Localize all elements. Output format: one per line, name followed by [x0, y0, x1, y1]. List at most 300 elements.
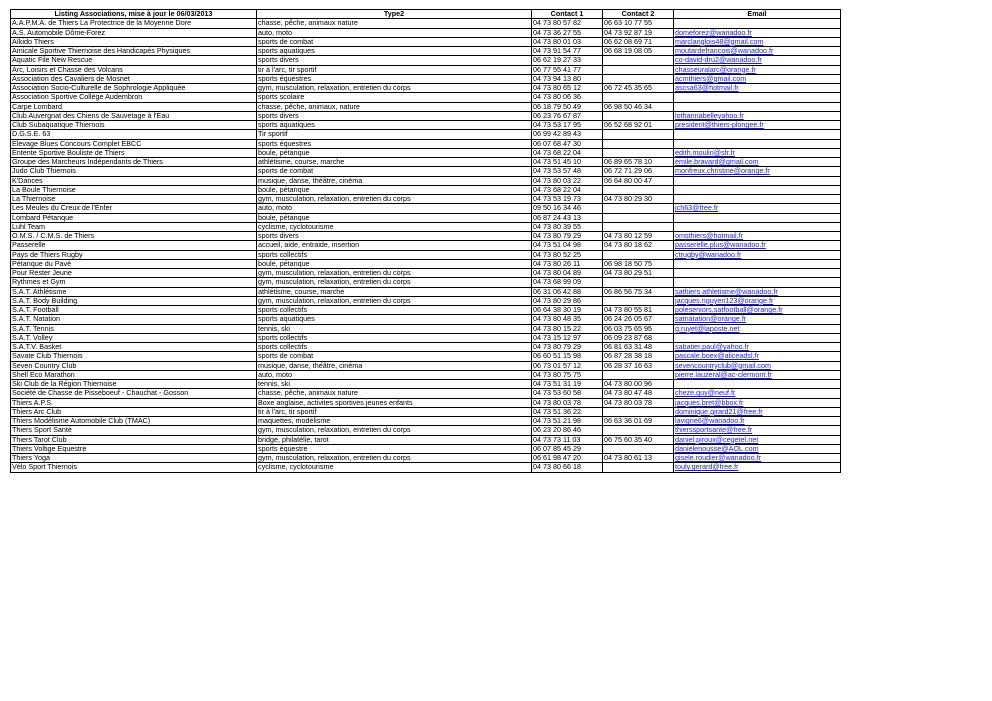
- contact-2-cell: 04 73 80 18 62: [603, 241, 674, 250]
- email-cell: [674, 102, 841, 111]
- email-cell: [674, 176, 841, 185]
- contact-2-cell: 04 73 80 03 78: [603, 398, 674, 407]
- association-name-cell: Carpe Lombard: [11, 102, 257, 111]
- type-cell: boule, pétanque: [257, 213, 532, 222]
- type-cell: boule, pétanque: [257, 148, 532, 157]
- type-cell: sports collectifs: [257, 306, 532, 315]
- email-cell[interactable]: g.ruyet@laposte.net: [674, 324, 841, 333]
- email-cell: [674, 93, 841, 102]
- header-type: Type2: [257, 10, 532, 19]
- header-listing: Listing Associations, mise à jour le 06/03/2013: [11, 10, 257, 19]
- contact-1-cell: 04 73 80 01 03: [532, 37, 603, 46]
- header-row: [11, 10, 841, 19]
- table-row: [11, 93, 841, 102]
- email-cell[interactable]: lothannabelleyahoo.fr: [674, 111, 841, 120]
- email-cell[interactable]: pascale.boex@aliceadsl.fr: [674, 352, 841, 361]
- type-cell: auto, moto: [257, 28, 532, 37]
- contact-2-cell: [603, 370, 674, 379]
- email-cell[interactable]: poleseniors.satfootball@orange.fr: [674, 306, 841, 315]
- contact-1-cell: 04 73 51 04 98: [532, 241, 603, 250]
- contact-1-cell: 04 73 15 12 97: [532, 333, 603, 342]
- type-cell: sports divers: [257, 56, 532, 65]
- contact-1-cell: 04 73 53 19 73: [532, 195, 603, 204]
- contact-2-cell: 06 63 10 77 55: [603, 19, 674, 28]
- contact-1-cell: 04 73 73 11 03: [532, 435, 603, 444]
- table-row: [11, 407, 841, 416]
- contact-2-cell: [603, 56, 674, 65]
- type-cell: sports aquatiques: [257, 47, 532, 56]
- email-cell[interactable]: passerelle.plus@wanadoo.fr: [674, 241, 841, 250]
- table-row: [11, 343, 841, 352]
- type-cell: auto, moto: [257, 204, 532, 213]
- email-cell[interactable]: sathiers.athletisme@wanadoo.fr: [674, 287, 841, 296]
- email-cell[interactable]: satnatation@orange.fr: [674, 315, 841, 324]
- association-name-cell: Aïkido Thiers: [11, 37, 257, 46]
- contact-1-cell: 04 73 80 65 12: [532, 84, 603, 93]
- type-cell: Tir sportif: [257, 130, 532, 139]
- table-row: [11, 250, 841, 259]
- association-name-cell: Aquatic File New Rescue: [11, 56, 257, 65]
- type-cell: musique, danse, théâtre, cinéma: [257, 361, 532, 370]
- contact-1-cell: 06 07 68 47 30: [532, 139, 603, 148]
- header-contact-1: Contact 1: [532, 10, 603, 19]
- contact-1-cell: 06 62 19 27 33: [532, 56, 603, 65]
- contact-1-cell: 04 73 94 13 80: [532, 74, 603, 83]
- table-row: [11, 380, 841, 389]
- type-cell: cyclisme, cyclotourisme: [257, 222, 532, 231]
- association-name-cell: Thiers Voltige Equestre: [11, 444, 257, 453]
- association-name-cell: Thiers Yoga: [11, 454, 257, 463]
- contact-1-cell: 04 73 68 22 04: [532, 148, 603, 157]
- association-name-cell: Association des Cavaliers de Mosnet: [11, 74, 257, 83]
- type-cell: gym, musculation, relaxation, entretien du corps: [257, 296, 532, 305]
- contact-2-cell: [603, 444, 674, 453]
- contact-2-cell: 04 73 80 61 13: [603, 454, 674, 463]
- association-name-cell: S.A.T. Volley: [11, 333, 257, 342]
- table-row: [11, 167, 841, 176]
- contact-2-cell: 04 73 80 29 30: [603, 195, 674, 204]
- contact-2-cell: [603, 111, 674, 120]
- contact-2-cell: 06 98 50 46 34: [603, 102, 674, 111]
- table-row: [11, 74, 841, 83]
- email-cell[interactable]: pierre.lauzeral@ac-clermont.fr: [674, 370, 841, 379]
- type-cell: chasse, pêche, animaux nature: [257, 389, 532, 398]
- email-cell: [674, 19, 841, 28]
- association-name-cell: S.A.T. Tennis: [11, 324, 257, 333]
- table-row: [11, 195, 841, 204]
- contact-1-cell: 04 73 51 31 19: [532, 380, 603, 389]
- contact-2-cell: 06 72 71 29 06: [603, 167, 674, 176]
- association-name-cell: O.M.S. / C.M.S. de Thiers: [11, 232, 257, 241]
- table-row: [11, 389, 841, 398]
- contact-2-cell: 06 98 18 50 75: [603, 259, 674, 268]
- type-cell: gym, musculation, relaxation, entretien du corps: [257, 426, 532, 435]
- table-row: [11, 370, 841, 379]
- type-cell: tir à l'arc, tir sportif: [257, 65, 532, 74]
- association-name-cell: Judo Club Thiernois: [11, 167, 257, 176]
- table-row: [11, 19, 841, 28]
- table-row: [11, 176, 841, 185]
- contact-2-cell: [603, 74, 674, 83]
- table-row: [11, 444, 841, 453]
- table-row: [11, 259, 841, 268]
- table-row: [11, 269, 841, 278]
- contact-2-cell: 04 73 80 29 51: [603, 269, 674, 278]
- email-cell[interactable]: moutardefrancois@wanadoo.fr: [674, 47, 841, 56]
- contact-2-cell: 06 68 19 08 05: [603, 47, 674, 56]
- type-cell: chasse, pêche, animaux, nature: [257, 102, 532, 111]
- contact-1-cell: 04 73 80 29 86: [532, 296, 603, 305]
- type-cell: gym, musculation, relaxation, entretien du corps: [257, 84, 532, 93]
- table-row: [11, 324, 841, 333]
- contact-2-cell: 04 73 92 87 19: [603, 28, 674, 37]
- type-cell: sports aquatiques: [257, 315, 532, 324]
- contact-1-cell: 04 73 51 45 10: [532, 158, 603, 167]
- email-cell: [674, 195, 841, 204]
- type-cell: chasse, pêche, animaux nature: [257, 19, 532, 28]
- table-row: [11, 333, 841, 342]
- type-cell: sports équestres: [257, 74, 532, 83]
- email-cell[interactable]: monfreux.christine@orange.fr: [674, 167, 841, 176]
- association-name-cell: S.A.T. Football: [11, 306, 257, 315]
- association-name-cell: Thiers A.P.S.: [11, 398, 257, 407]
- contact-2-cell: [603, 93, 674, 102]
- association-name-cell: Shell Eco Marathon: [11, 370, 257, 379]
- type-cell: sports collectifs: [257, 250, 532, 259]
- contact-1-cell: 06 61 98 47 20: [532, 454, 603, 463]
- table-row: [11, 84, 841, 93]
- contact-1-cell: 04 73 80 79 29: [532, 232, 603, 241]
- association-name-cell: S.A.T. Body Building: [11, 296, 257, 305]
- contact-1-cell: 04 73 80 66 18: [532, 463, 603, 472]
- email-cell[interactable]: touly.gerard@free.fr: [674, 463, 841, 472]
- association-name-cell: Club Auvergnat des Chiens de Sauvetage à l'Eau: [11, 111, 257, 120]
- email-cell: [674, 278, 841, 287]
- email-cell[interactable]: jacques.bret@bbox.fr: [674, 398, 841, 407]
- type-cell: tennis, ski: [257, 380, 532, 389]
- table-row: [11, 222, 841, 231]
- association-name-cell: Ski Club de la Région Thiernoise: [11, 380, 257, 389]
- email-cell[interactable]: omsthiers@hotmail.fr: [674, 232, 841, 241]
- type-cell: cyclisme, cyclotourisme: [257, 463, 532, 472]
- association-name-cell: Arc, Loisirs et Chasse des Volcans: [11, 65, 257, 74]
- association-name-cell: Vélo Sport Thiernois: [11, 463, 257, 472]
- table-row: [11, 417, 841, 426]
- type-cell: sports collectifs: [257, 343, 532, 352]
- contact-1-cell: 06 23 76 67 87: [532, 111, 603, 120]
- association-name-cell: Amicale Sportive Thiernoise des Handicapés Physiques: [11, 47, 257, 56]
- association-name-cell: Société de Chasse de Pisseboeuf - Chauchat - Gosson: [11, 389, 257, 398]
- association-name-cell: Rythmes et Gym: [11, 278, 257, 287]
- association-name-cell: Luhl Team: [11, 222, 257, 231]
- contact-2-cell: [603, 213, 674, 222]
- contact-1-cell: 06 18 79 50 49: [532, 102, 603, 111]
- association-name-cell: K'Dances: [11, 176, 257, 185]
- association-name-cell: Pour Rester Jeune: [11, 269, 257, 278]
- table-row: [11, 28, 841, 37]
- table-row: [11, 426, 841, 435]
- type-cell: boule, pétanque: [257, 259, 532, 268]
- email-cell: [674, 213, 841, 222]
- email-cell[interactable]: domeforez@wanadoo.fr: [674, 28, 841, 37]
- contact-1-cell: 04 73 80 52 25: [532, 250, 603, 259]
- type-cell: tennis, ski: [257, 324, 532, 333]
- associations-table: [10, 9, 841, 473]
- contact-2-cell: 04 73 80 00 96: [603, 380, 674, 389]
- table-row: [11, 361, 841, 370]
- table-row: [11, 306, 841, 315]
- contact-2-cell: [603, 222, 674, 231]
- association-name-cell: La Boule Thiernoise: [11, 185, 257, 194]
- association-name-cell: Savate Club Thiernois: [11, 352, 257, 361]
- table-row: [11, 352, 841, 361]
- email-cell[interactable]: president@thiers-plongee.fr: [674, 121, 841, 130]
- contact-1-cell: 04 73 80 04 89: [532, 269, 603, 278]
- type-cell: Boxe anglaise, activites sportives jeunes enfants: [257, 398, 532, 407]
- contact-2-cell: 06 52 68 92 01: [603, 121, 674, 130]
- association-name-cell: S.A.T.V. Basket: [11, 343, 257, 352]
- contact-1-cell: 04 73 80 57 82: [532, 19, 603, 28]
- type-cell: sports équestres: [257, 139, 532, 148]
- type-cell: sports aquatiques: [257, 121, 532, 130]
- association-name-cell: Les Meules du Creux de l'Enfer: [11, 204, 257, 213]
- type-cell: gym, musculation, relaxation, entretien du corps: [257, 195, 532, 204]
- email-cell: [674, 185, 841, 194]
- email-cell[interactable]: dominique.girard21@free.fr: [674, 407, 841, 416]
- contact-1-cell: 04 73 53 57 48: [532, 167, 603, 176]
- table-row: [11, 37, 841, 46]
- type-cell: musique, danse, théâtre, cinéma: [257, 176, 532, 185]
- contact-1-cell: 04 73 53 60 58: [532, 389, 603, 398]
- table-row: [11, 232, 841, 241]
- contact-2-cell: 06 09 23 87 68: [603, 333, 674, 342]
- contact-1-cell: 04 73 80 39 55: [532, 222, 603, 231]
- email-cell[interactable]: jch63@free.fr: [674, 204, 841, 213]
- email-cell[interactable]: ctrugby@wanadoo.fr: [674, 250, 841, 259]
- contact-2-cell: 06 24 26 05 67: [603, 315, 674, 324]
- table-row: [11, 148, 841, 157]
- contact-2-cell: 06 81 63 31 48: [603, 343, 674, 352]
- association-name-cell: Thiers Arc Club: [11, 407, 257, 416]
- association-name-cell: Association Socio-Culturelle de Sophrologie Appliquée: [11, 84, 257, 93]
- association-name-cell: Thiers Tarot Club: [11, 435, 257, 444]
- contact-2-cell: [603, 426, 674, 435]
- contact-1-cell: 04 73 91 54 77: [532, 47, 603, 56]
- contact-1-cell: 09 50 16 34 46: [532, 204, 603, 213]
- type-cell: sports scolaire: [257, 93, 532, 102]
- table-row: [11, 102, 841, 111]
- contact-2-cell: [603, 139, 674, 148]
- association-name-cell: Elevage Blues Concours Complet EBCC: [11, 139, 257, 148]
- header-email: Email: [674, 10, 841, 19]
- type-cell: gym, musculation, relaxation, entretien du corps: [257, 278, 532, 287]
- email-cell: [674, 222, 841, 231]
- type-cell: athlétisme, course, marche: [257, 158, 532, 167]
- contact-1-cell: 04 73 80 79 29: [532, 343, 603, 352]
- contact-1-cell: 04 73 80 26 11: [532, 259, 603, 268]
- contact-2-cell: [603, 250, 674, 259]
- email-cell[interactable]: marclanglois48@gmail.com: [674, 37, 841, 46]
- association-name-cell: Pétanque du Pavé: [11, 259, 257, 268]
- association-name-cell: D.G.S.E. 63: [11, 130, 257, 139]
- type-cell: tir à l'arc, tir sportif: [257, 407, 532, 416]
- association-name-cell: Club Subaquatique Thiernois: [11, 121, 257, 130]
- email-cell[interactable]: ascsa63@hotmail.fr: [674, 84, 841, 93]
- contact-2-cell: [603, 65, 674, 74]
- association-name-cell: Entente Sportive Bouliste de Thiers: [11, 148, 257, 157]
- type-cell: sports divers: [257, 232, 532, 241]
- email-cell[interactable]: danielenousse@AOL.com: [674, 444, 841, 453]
- type-cell: athlétisme, course, marche: [257, 287, 532, 296]
- contact-1-cell: 06 77 55 41 77: [532, 65, 603, 74]
- contact-1-cell: 06 23 20 86 46: [532, 426, 603, 435]
- contact-1-cell: 04 73 36 27 55: [532, 28, 603, 37]
- table-body: [11, 19, 841, 472]
- type-cell: sports de combat: [257, 37, 532, 46]
- contact-2-cell: [603, 278, 674, 287]
- contact-1-cell: 04 73 80 03 22: [532, 176, 603, 185]
- contact-1-cell: 04 73 51 36 22: [532, 407, 603, 416]
- type-cell: sports de combat: [257, 167, 532, 176]
- contact-2-cell: 06 87 28 38 18: [603, 352, 674, 361]
- type-cell: sports de combat: [257, 352, 532, 361]
- contact-2-cell: [603, 130, 674, 139]
- email-cell[interactable]: gisele.roudier@wanadoo.fr: [674, 454, 841, 463]
- table-row: [11, 213, 841, 222]
- table-row: [11, 111, 841, 120]
- contact-2-cell: [603, 148, 674, 157]
- contact-2-cell: [603, 296, 674, 305]
- contact-2-cell: 06 63 36 01 69: [603, 417, 674, 426]
- contact-1-cell: 06 60 51 15 98: [532, 352, 603, 361]
- association-name-cell: Lombard Pétanque: [11, 213, 257, 222]
- type-cell: sports divers: [257, 111, 532, 120]
- contact-1-cell: 04 73 80 06 36: [532, 93, 603, 102]
- table-row: [11, 463, 841, 472]
- contact-2-cell: 06 62 08 69 71: [603, 37, 674, 46]
- table-row: [11, 315, 841, 324]
- email-cell[interactable]: daniel.piroux@cegetel.net: [674, 435, 841, 444]
- contact-1-cell: 06 73 01 57 12: [532, 361, 603, 370]
- email-cell[interactable]: edith.moulin@sfr.fr: [674, 148, 841, 157]
- table-row: [11, 287, 841, 296]
- contact-1-cell: 04 73 80 75 75: [532, 370, 603, 379]
- association-name-cell: Pays de Thiers Rugby: [11, 250, 257, 259]
- table-row: [11, 435, 841, 444]
- table-row: [11, 56, 841, 65]
- email-cell[interactable]: cheze.guy@neuf.fr: [674, 389, 841, 398]
- contact-1-cell: 06 99 42 89 43: [532, 130, 603, 139]
- contact-2-cell: 06 75 60 35 40: [603, 435, 674, 444]
- contact-1-cell: 06 07 85 45 29: [532, 444, 603, 453]
- header-contact-2: Contact 2: [603, 10, 674, 19]
- contact-1-cell: 06 64 38 30 19: [532, 306, 603, 315]
- contact-1-cell: 04 73 80 03 78: [532, 398, 603, 407]
- type-cell: sports collectifs: [257, 333, 532, 342]
- association-name-cell: La Thiernoise: [11, 195, 257, 204]
- contact-1-cell: 06 31 06 42 88: [532, 287, 603, 296]
- contact-2-cell: [603, 185, 674, 194]
- type-cell: boule, pétanque: [257, 185, 532, 194]
- email-cell[interactable]: thierssportsante@free.fr: [674, 426, 841, 435]
- email-cell: [674, 269, 841, 278]
- email-cell[interactable]: acmthiers@gmail.com: [674, 74, 841, 83]
- contact-1-cell: 04 73 80 48 35: [532, 315, 603, 324]
- email-cell: [674, 333, 841, 342]
- email-cell[interactable]: lavigne6@wanadoo.fr: [674, 417, 841, 426]
- contact-2-cell: 04 73 80 12 59: [603, 232, 674, 241]
- contact-2-cell: 06 72 45 35 65: [603, 84, 674, 93]
- contact-2-cell: [603, 463, 674, 472]
- contact-1-cell: 06 87 24 43 13: [532, 213, 603, 222]
- table-row: [11, 47, 841, 56]
- contact-1-cell: 04 73 68 99 09: [532, 278, 603, 287]
- association-name-cell: S.A.T. Natation: [11, 315, 257, 324]
- association-name-cell: A.A.P.M.A. de Thiers La Protectrice de la Moyenne Dore: [11, 19, 257, 28]
- contact-1-cell: 04 73 51 21 98: [532, 417, 603, 426]
- type-cell: accueil, aide, entraide, insertion: [257, 241, 532, 250]
- email-cell: [674, 380, 841, 389]
- email-cell[interactable]: sevencountryclub@gmail.com: [674, 361, 841, 370]
- email-cell: [674, 139, 841, 148]
- contact-2-cell: 06 64 80 00 47: [603, 176, 674, 185]
- email-cell[interactable]: jacques.nguyen123@orange.fr: [674, 296, 841, 305]
- contact-2-cell: 04 73 80 47 48: [603, 389, 674, 398]
- type-cell: gym, musculation, relaxation, entretien du corps: [257, 454, 532, 463]
- type-cell: gym, musculation, relaxation, entretien du corps: [257, 269, 532, 278]
- email-cell[interactable]: chasseuralarc@orange.fr: [674, 65, 841, 74]
- association-name-cell: Association Sportive Collège Audembron: [11, 93, 257, 102]
- type-cell: maquettes, modélisme: [257, 417, 532, 426]
- table-row: [11, 296, 841, 305]
- contact-2-cell: 06 28 37 16 63: [603, 361, 674, 370]
- table-row: [11, 454, 841, 463]
- contact-2-cell: 06 03 75 65 95: [603, 324, 674, 333]
- table-row: [11, 185, 841, 194]
- type-cell: auto, moto: [257, 370, 532, 379]
- association-name-cell: Groupe des Marcheurs Indépendants de Thiers: [11, 158, 257, 167]
- email-cell: [674, 130, 841, 139]
- table-row: [11, 158, 841, 167]
- type-cell: sports équestre: [257, 444, 532, 453]
- table-row: [11, 121, 841, 130]
- association-name-cell: Thiers Modélisme Automobile Club (TMAC): [11, 417, 257, 426]
- contact-2-cell: 06 86 56 75 34: [603, 287, 674, 296]
- email-cell[interactable]: sabatier.paul@yahoo.fr: [674, 343, 841, 352]
- contact-2-cell: 04 73 80 55 81: [603, 306, 674, 315]
- contact-1-cell: 04 73 53 17 95: [532, 121, 603, 130]
- contact-2-cell: [603, 204, 674, 213]
- table-row: [11, 398, 841, 407]
- table-row: [11, 241, 841, 250]
- email-cell: [674, 259, 841, 268]
- email-cell[interactable]: co-david-dru2@wanadoo.fr: [674, 56, 841, 65]
- table-row: [11, 130, 841, 139]
- contact-1-cell: 04 73 80 15 22: [532, 324, 603, 333]
- association-name-cell: S.A.T. Athlétisme: [11, 287, 257, 296]
- contact-1-cell: 04 73 68 22 04: [532, 185, 603, 194]
- table-row: [11, 278, 841, 287]
- association-name-cell: Passerelle: [11, 241, 257, 250]
- table-row: [11, 204, 841, 213]
- type-cell: bridge, philatélie, tarot: [257, 435, 532, 444]
- table-row: [11, 139, 841, 148]
- contact-2-cell: [603, 407, 674, 416]
- association-name-cell: A.S. Automobile Dôme-Forez: [11, 28, 257, 37]
- table-row: [11, 65, 841, 74]
- contact-2-cell: 06 89 65 78 10: [603, 158, 674, 167]
- email-cell[interactable]: emile.bravard@gmail.com: [674, 158, 841, 167]
